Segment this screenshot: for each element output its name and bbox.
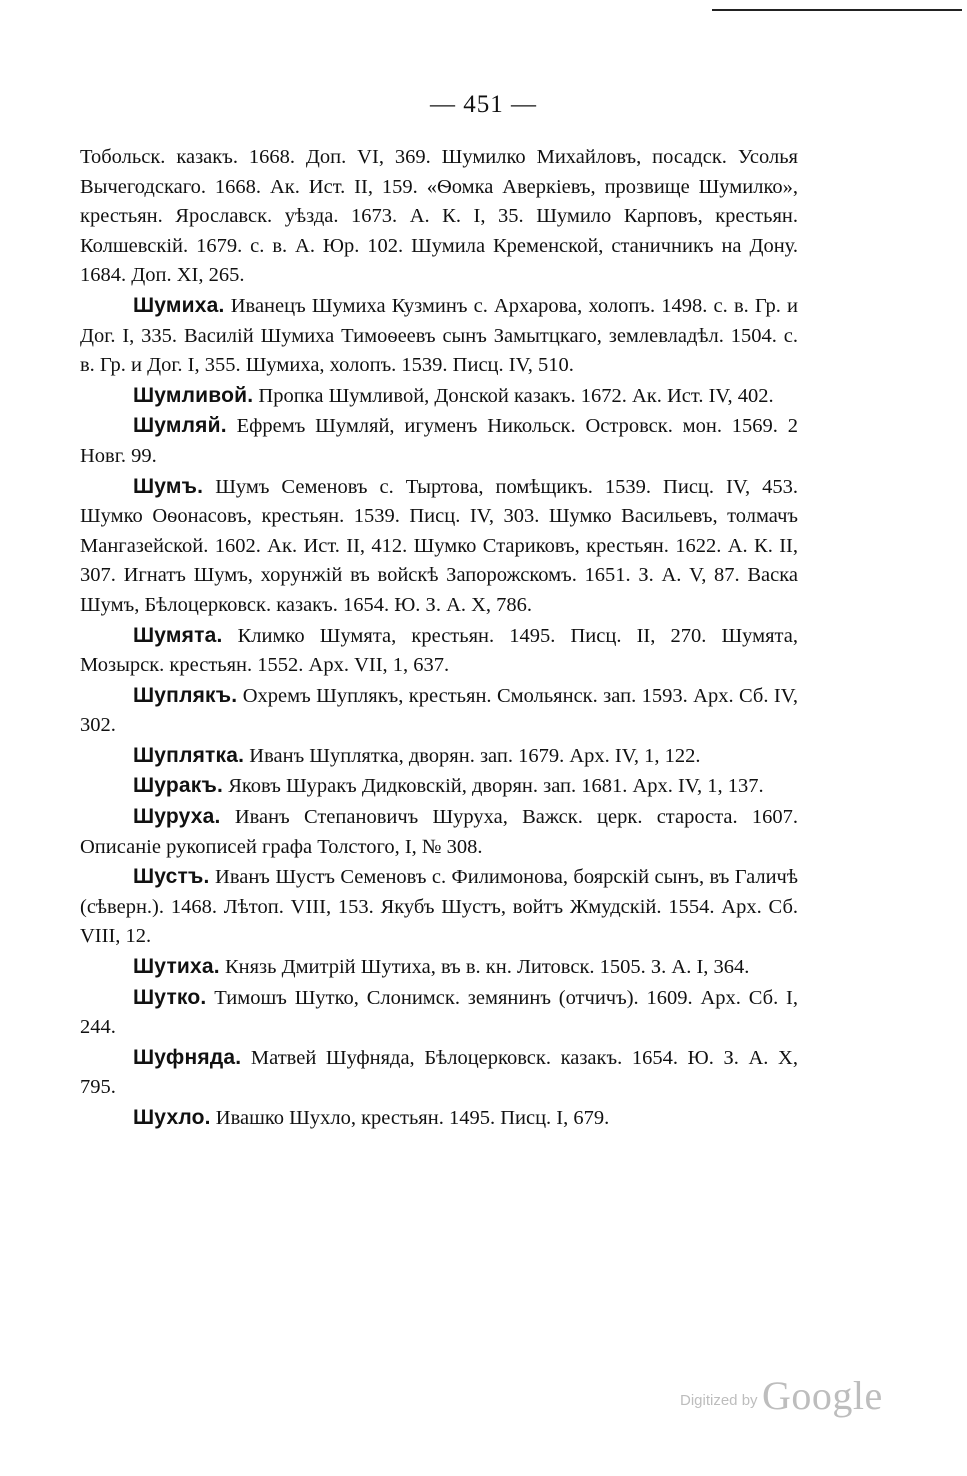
entry-text: Матвей Шуфняда, Бѣлоцерковск. казакъ. 1654. Ю. З. А. X, 795. <box>80 1046 798 1099</box>
entry-text: Иванъ Степановичъ Шуруха, Важск. церк. староста. 1607. Описаніе рукописей графа Толстого, I, № 308. <box>80 806 798 858</box>
entry-headword: Шуфняда. <box>133 1045 242 1069</box>
entry-text: Ефремъ Шумляй, игуменъ Никольск. Островск. мон. 1569. 2 Новг. 99. <box>80 415 798 467</box>
entry-shumikha <box>80 291 798 381</box>
entry-shuplyak <box>80 681 798 741</box>
entry-headword: Шутко. <box>133 985 207 1009</box>
entry-text: Ивашко Шухло, крестьян. 1495. Писц. I, 679. <box>215 1107 610 1129</box>
entry-shurak <box>80 771 798 802</box>
entry-text: Климко Шумята, крестьян. 1495. Писц. II, 270. Шумята, Мозырск. крестьян. 1552. Арх. VII, 1, 637. <box>80 624 798 677</box>
digitized-by-google-watermark <box>680 1372 890 1422</box>
google-logo: Google <box>762 1373 883 1418</box>
entry-text: Князь Дмитрій Шутиха, въ в. кн. Литовск. 1505. З. А. I, 364. <box>224 956 750 979</box>
entry-headword: Шумята. <box>133 623 223 647</box>
entry-shuplyatka <box>80 741 798 772</box>
entry-shumyata <box>80 621 798 681</box>
top-rule <box>712 9 962 11</box>
page-number: — 451 — <box>430 91 537 118</box>
entry-headword: Шустъ. <box>133 865 210 889</box>
entry-text: Яковъ Шуракъ Дидковскій, дворян. зап. 1681. Арх. IV, 1, 137. <box>228 775 764 798</box>
entry-shum <box>80 472 798 621</box>
entry-headword: Шуплятка. <box>133 743 245 767</box>
entry-text: Иванъ Шустъ Семеновъ с. Филимонова, боярскій сынъ, въ Галичѣ (сѣверн.). 1468. Лѣтоп. VIII, 153. Якубъ Шустъ, войтъ Жмудскій. 1554. Арх. Сб. VIII, 12. <box>80 866 798 948</box>
entry-text: Иванецъ Шумиха Кузминъ с. Архарова, холопъ. 1498. с. в. Гр. и Дог. I, 335. Василій Шумиха Тимоѳеевъ сынъ Замытцкаго, землевладѣл. 1504. с. в. Гр. и Дог. I, 355. Шумиха, холопъ. 1539. Писц. IV, 510. <box>80 294 799 377</box>
entry-shumlivoy <box>80 381 798 412</box>
entry-headword: Шумливой. <box>133 383 254 407</box>
entry-headword: Шумляй. <box>133 414 227 438</box>
watermark-prefix: Digitized by <box>680 1392 758 1409</box>
entry-text: Шумъ Семеновъ с. Тыртова, помѣщикъ. 1539. Писц. IV, 453. Шумко Оѳонасовъ, крестьян. 1539. Писц. IV, 303. Шумко Васильевъ, толмачъ Мангазейской. 1602. Ак. Ист. II, 412. Шумко Стариковъ, крестьян. 1622. А. К. II, 307. Игнатъ Шумъ, хорунжій въ войскѣ Запорожскомъ. 1651. З. А. V, 87. Васка Шумъ, Бѣлоцерковск. казакъ. 1654. Ю. З. А. X, 786. <box>80 475 798 616</box>
dictionary-body <box>80 143 798 1134</box>
entry-shurukha <box>80 802 798 862</box>
entry-headword: Шуракъ. <box>133 774 224 798</box>
entry-text: Пропка Шумливой, Донской казакъ. 1672. Ак. Ист. IV, 402. <box>258 384 774 407</box>
entry-shufnyada <box>80 1043 798 1103</box>
entry-headword: Шуплякъ. <box>133 683 238 707</box>
entry-text: Тобольск. казакъ. 1668. Доп. VI, 369. Шумилко Михайловъ, посадск. Усолья Вычегодскаго. 1668. Ак. Ист. II, 159. «Ѳомка Аверкіевъ, прозвище Шумилко», крестьян. Ярославск. уѣзда. 1673. А. К. I, 35. Шумило Карповъ, крестьян. Колшевскій. 1679. с. в. А. Юр. 102. Шумила Кременской, станичникъ на Дону. 1684. Доп. XI, 265. <box>80 146 798 287</box>
entry-continuation <box>80 143 798 291</box>
entry-headword: Шуруха. <box>133 805 221 829</box>
entry-shutikha <box>80 952 798 983</box>
entry-text: Охремъ Шуплякъ, крестьян. Смольянск. зап. 1593. Арх. Сб. IV, 302. <box>80 684 798 737</box>
entry-headword: Шумъ. <box>133 474 204 498</box>
entry-shust <box>80 862 798 952</box>
entry-shumlyay <box>80 411 798 471</box>
entry-shukhlo <box>80 1103 798 1134</box>
entry-shutko <box>80 983 798 1043</box>
entry-headword: Шутиха. <box>133 955 220 979</box>
entry-text: Иванъ Шуплятка, дворян. зап. 1679. Арх. IV, 1, 122. <box>249 744 701 767</box>
entry-text: Тимошъ Шутко, Слонимск. земянинъ (отчичъ). 1609. Арх. Сб. I, 244. <box>80 986 799 1039</box>
entry-headword: Шухло. <box>133 1106 211 1129</box>
entry-headword: Шумиха. <box>133 293 225 317</box>
